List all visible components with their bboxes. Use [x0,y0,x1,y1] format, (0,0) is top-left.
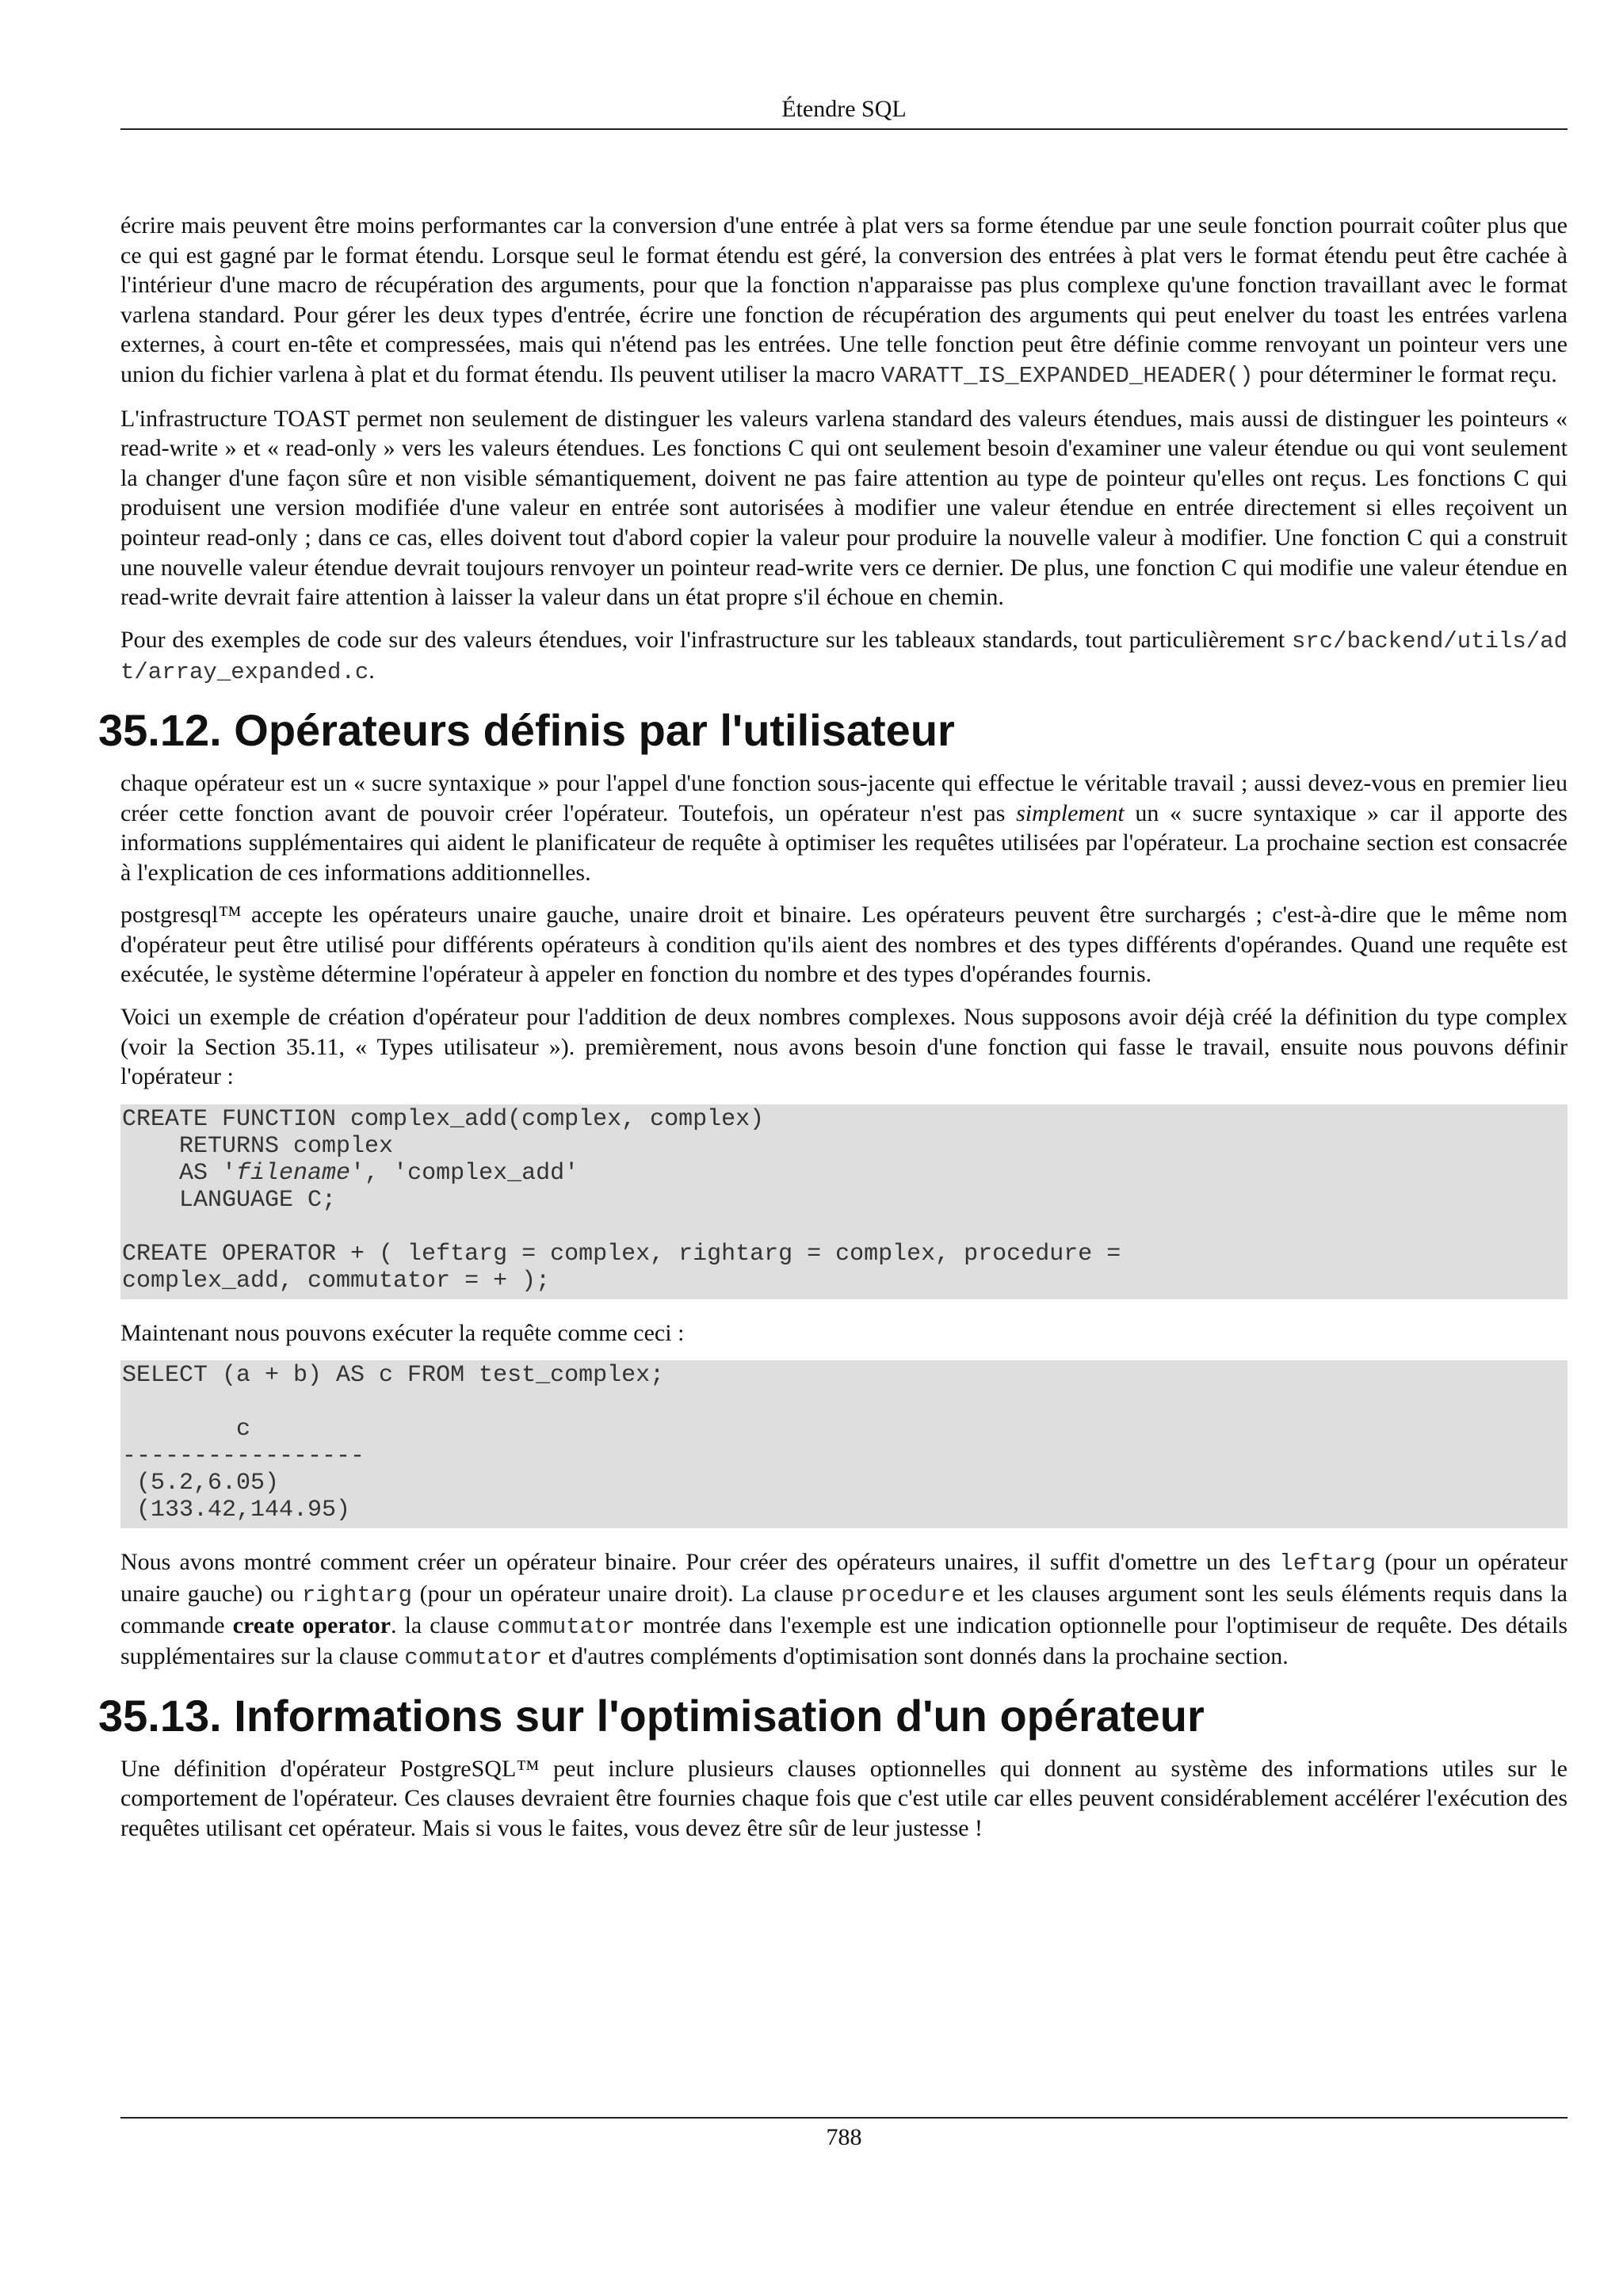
section-heading-35-13: 35.13. Informations sur l'optimisation d'un opérateur [98,1690,1205,1741]
section-12-paragraph-2: postgresql™ accepte les opérateurs unaire gauche, unaire droit et binaire. Les opérateurs peuvent être surchargés ; c'est-à-dire que le même nom d'opérateur peut être utilisé pour différents opérateurs à condition qu'ils aient des nombres et des types différents d'opérandes. Quand une requête est exécutée, le système détermine l'opérateur à appeler en fonction du nombre et des types d'opérandes fournis. [120,902,1568,988]
text-run: Nous avons montré comment créer un opérateur binaire. Pour créer des opérateurs unaires, il suffit d'omettre un des [120,1549,1280,1576]
code-block-select-query: SELECT (a + b) AS c FROM test_complex; c ----------------- (5.2,6.05) (133.42,144.95) [120,1360,1568,1528]
inline-code-commutator: commutator [497,1613,636,1640]
page-number: 788 [826,2124,862,2150]
inline-code-leftarg: leftarg [1279,1550,1377,1577]
text-run: (pour un opérateur unaire gauche) ou [120,1549,1568,1608]
intro-paragraph-2: L'infrastructure TOAST permet non seulement de distinguer les valeurs varlena standard des valeurs étendues, mais aussi de distinguer les pointeurs « read-write » et « read-only » vers les valeurs étendues. Les fonctions C qui ont seulement besoin d'examiner une valeur étendue ou qui vont seulement la changer d'une façon sûre et non visible sémantiquement, doivent ne pas faire attention au type de pointeur qu'elles ont reçus. Les fonctions C qui produisent une version modifiée d'une valeur en entrée sont autorisées à modifier une valeur étendue en entrée directement si elles reçoivent un pointeur read-only ; dans ce cas, elles doivent tout d'abord copier la valeur pour produire la nouvelle valeur à modifier. Une fonction C qui a construit une nouvelle valeur étendue devrait toujours renvoyer un pointeur read-write vers ce dernier. De plus, une fonction C qui modifie une valeur étendue en read-write devrait faire attention à laisser la valeur dans un état propre s'il échoue en chemin. [120,405,1568,611]
text-run: pour déterminer le format reçu. [1253,360,1557,387]
inline-code-rightarg: rightarg [301,1582,413,1609]
running-header: Étendre SQL [781,96,907,122]
header-divider [120,128,1568,130]
code-line: CREATE OPERATOR + ( leftarg = complex, rightarg = complex, procedure = [122,1240,1121,1268]
code-line: LANGUAGE C; [122,1186,337,1214]
section-12-paragraph-4: Maintenant nous pouvons exécuter la requête comme ceci : [120,1319,685,1346]
code-line: RETURNS complex [122,1132,394,1160]
code-line: CREATE FUNCTION complex_add(complex, complex) [122,1105,765,1133]
code-line: complex_add, commutator = + ); [122,1267,551,1295]
page-content [98,211,1568,1856]
inline-code-procedure: procedure [841,1582,965,1609]
text-run: et d'autres compléments d'optimisation sont donnés dans la prochaine section. [542,1643,1289,1670]
section-12-paragraph-5 [120,1547,1568,1672]
command-name: create operator [232,1611,391,1638]
text-run: Pour des exemples de code sur des valeurs étendues, voir l'infrastructure sur les tableaux standards, tout particulièrement [120,626,1292,653]
emphasis-text: simplement [1016,799,1125,826]
text-run: . [369,658,375,685]
code-placeholder: filename [236,1159,351,1187]
text-run: un « sucre syntaxique » car il apporte des informations supplémentaires qui aident le planificateur de requête à optimiser les requêtes utilisées par l'opérateur. La prochaine section est consacrée à l'explication de ces informations additionnelles. [120,799,1568,886]
inline-code-commutator: commutator [404,1645,543,1672]
section-12-paragraph-3: Voici un exemple de création d'opérateur pour l'addition de deux nombres complexes. Nous supposons avoir déjà créé la définition du type complex (voir la Section 35.11, « Types utilisateur »). premièrement, nous avons besoin d'une fonction qui fasse le travail, ensuite nous pouvons définir l'opérateur : [120,1004,1568,1090]
code-line: AS ' [122,1159,237,1187]
code-block-create-operator [120,1104,1568,1299]
file-path: src/backend/utils/adt/array_expanded.c [120,627,1568,686]
text-run: montrée dans l'exemple est une indication optionnelle pour l'optimiseur de requête. Des détails supplémentaires sur la clause [120,1611,1568,1670]
text-run: et les clauses argument sont les seuls éléments requis dans la commande [120,1581,1568,1638]
section-13-paragraph-1: Une définition d'opérateur PostgreSQL™ peut inclure plusieurs clauses optionnelles qui donnent au système des informations utiles sur le comportement de l'opérateur. Ces clauses devraient être fournies chaque fois que c'est utile car elles peuvent considérablement accélérer l'exécution des requêtes utilisant cet opérateur. Mais si vous le faites, vous devez être sûr de leur justesse ! [120,1755,1568,1841]
text-run: . la clause [391,1611,498,1638]
intro-paragraph-3 [120,625,1568,688]
text-run: (pour un opérateur unaire droit). La clause [412,1581,842,1608]
code-line: ', 'complex_add' [350,1159,579,1187]
text-run: écrire mais peuvent être moins performantes car la conversion d'une entrée à plat vers sa forme étendue par une seule fonction pourrait coûter plus que ce qui est gagné par le format étendu. Lorsque seul le format étendu est géré, la conversion des entrées à plat vers le format étendu peut être cachée à l'intérieur d'une macro de récupération des arguments, pour que la fonction n'apparaisse pas plus complexe qu'une fonction travaillant avec le format varlena standard. Pour gérer les deux types d'entrée, écrire une fonction de récupération des arguments qui peut enelver du toast les entrées varlena externes, à court en-tête et compressées, mais qui n'étend pas les entrées. Une telle fonction peut être définie comme renvoyant un pointeur vers une union du fichier varlena à plat et du format étendu. Ils peuvent utiliser la macro [120,212,1568,387]
section-12-paragraph-1 [120,769,1568,887]
macro-name: VARATT_IS_EXPANDED_HEADER() [880,362,1254,389]
intro-paragraph-1 [120,211,1568,391]
section-heading-35-12: 35.12. Opérateurs définis par l'utilisateur [98,704,955,755]
footer-divider [120,2117,1568,2119]
text-run: chaque opérateur est un « sucre syntaxique » pour l'appel d'une fonction sous-jacente qui effectue le véritable travail ; aussi devez-vous en premier lieu créer cette fonction avant de pouvoir créer l'opérateur. Toutefois, un opérateur n'est pas [120,769,1568,826]
